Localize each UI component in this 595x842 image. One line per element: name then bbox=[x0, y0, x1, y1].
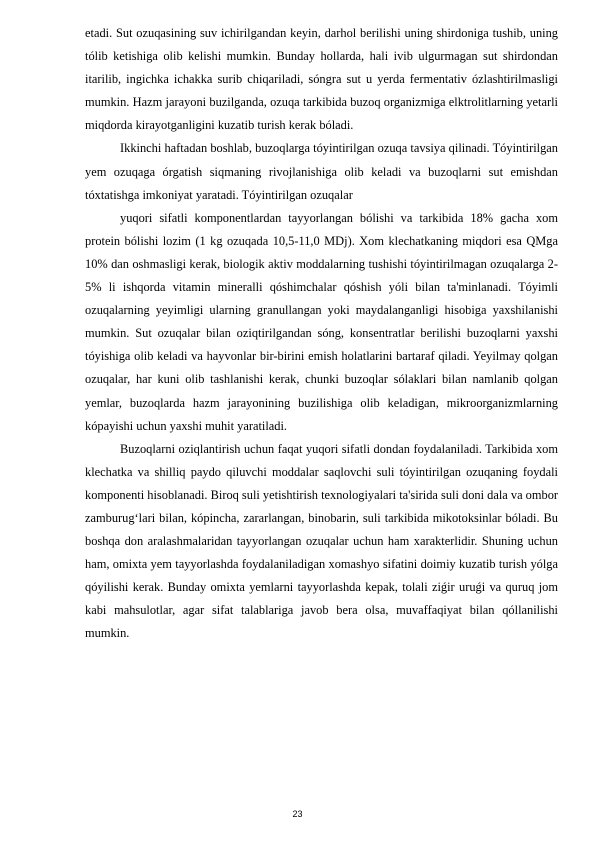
document-body bbox=[85, 22, 558, 646]
paragraph-4: Buzoqlarni oziqlantirish uchun faqat yuqori sifatli dondan foydalaniladi. Tarkibida xom klechatka va shilliq paydo qiluvchi moddalar saqlovchi suli tóyintirilgan ozuqaning foydali komponenti hisoblanadi. Biroq suli yetishtirish texnologiyalari ta'sirida suli doni dala va ombor zamburug‘lari bilan, kópincha, zararlangan, binobarin, suli tarkibida mikotoksinlar bóladi. Bu boshqa don aralashmalaridan tayyorlangan ozuqalar uchun ham xarakterlidir. Shuning uchun ham, omixta yem tayyorlashda foydalaniladigan xomashyo sifatini doimiy kuzatib turish yólga qóyilishi kerak. Bunday omixta yemlarni tayyorlashda kepak, tolali ziǵir uruǵi va quruq jom kabi mahsulotlar, agar sifat talablariga javob bera olsa, muvaffaqiyat bilan qóllanilishi mumkin. bbox=[85, 441, 559, 641]
paragraph-1: etadi. Sut ozuqasining suv ichirilgandan keyin, darhol berilishi uning shirdoniga tushib, uning tólib ketishiga olib kelishi mumkin. Bunday hollarda, hali ivib ulgurmagan sut shirdondan itarilib, ingichka ichakka surib chiqariladi, sóngra sut u yerda fermentativ ózlashtirilmasligi mumkin. Hazm jarayoni buzilganda, ozuqa tarkibida buzoq organizmiga elktrolitlarning yetarli miqdorda kirayotganligini kuzatib turish kerak bóladi. bbox=[85, 26, 558, 133]
paragraph-3: yuqori sifatli komponentlardan tayyorlangan bólishi va tarkibida 18% gacha xom protein bólishi lozim (1 kg ozuqada 10,5-11,0 MDj). Xom klechatkaning miqdori esa QMga 10% dan oshmasligi kerak, biologik aktiv moddalarning tushishi tóyintirilmagan ozuqalarga 2-5% li ishqorda vitamin mineralli qóshimchalar qóshish yóli bilan ta'minlanadi. Tóyimli ozuqalarning yeyimligi ularning granullangan yoki maydalanganligi hisobiga yaxshilanishi mumkin. Sut ozuqalar bilan oziqtirilgandan sóng, konsentratlar berilishi buzoqlarni yaxshi tóyishiga olib keladi va hayvonlar bir-birini emish holatlarini bartaraf qiladi. Yeyilmay qolgan ozuqalar, har kuni olib tashlanishi kerak, chunki buzoqlar sólaklari bilan namlanib qolgan yemlar, buzoqlarda hazm jarayonining buzilishiga olib keladigan, mikroorganizmlarning kópayishi uchun yaxshi muhit yaratiladi. bbox=[85, 210, 558, 433]
page-number: 23 bbox=[292, 809, 303, 819]
paragraph-2: Ikkinchi haftadan boshlab, buzoqlarga tóyintirilgan ozuqa tavsiya qilinadi. Tóyintirilgan yem ozuqaga órgatish siqmaning rivojlanishiga olib keladi va buzoqlarni sut emishdan tóxtatishga imkoniyat yaratadi. Tóyintirilgan ozuqalar bbox=[85, 141, 558, 202]
